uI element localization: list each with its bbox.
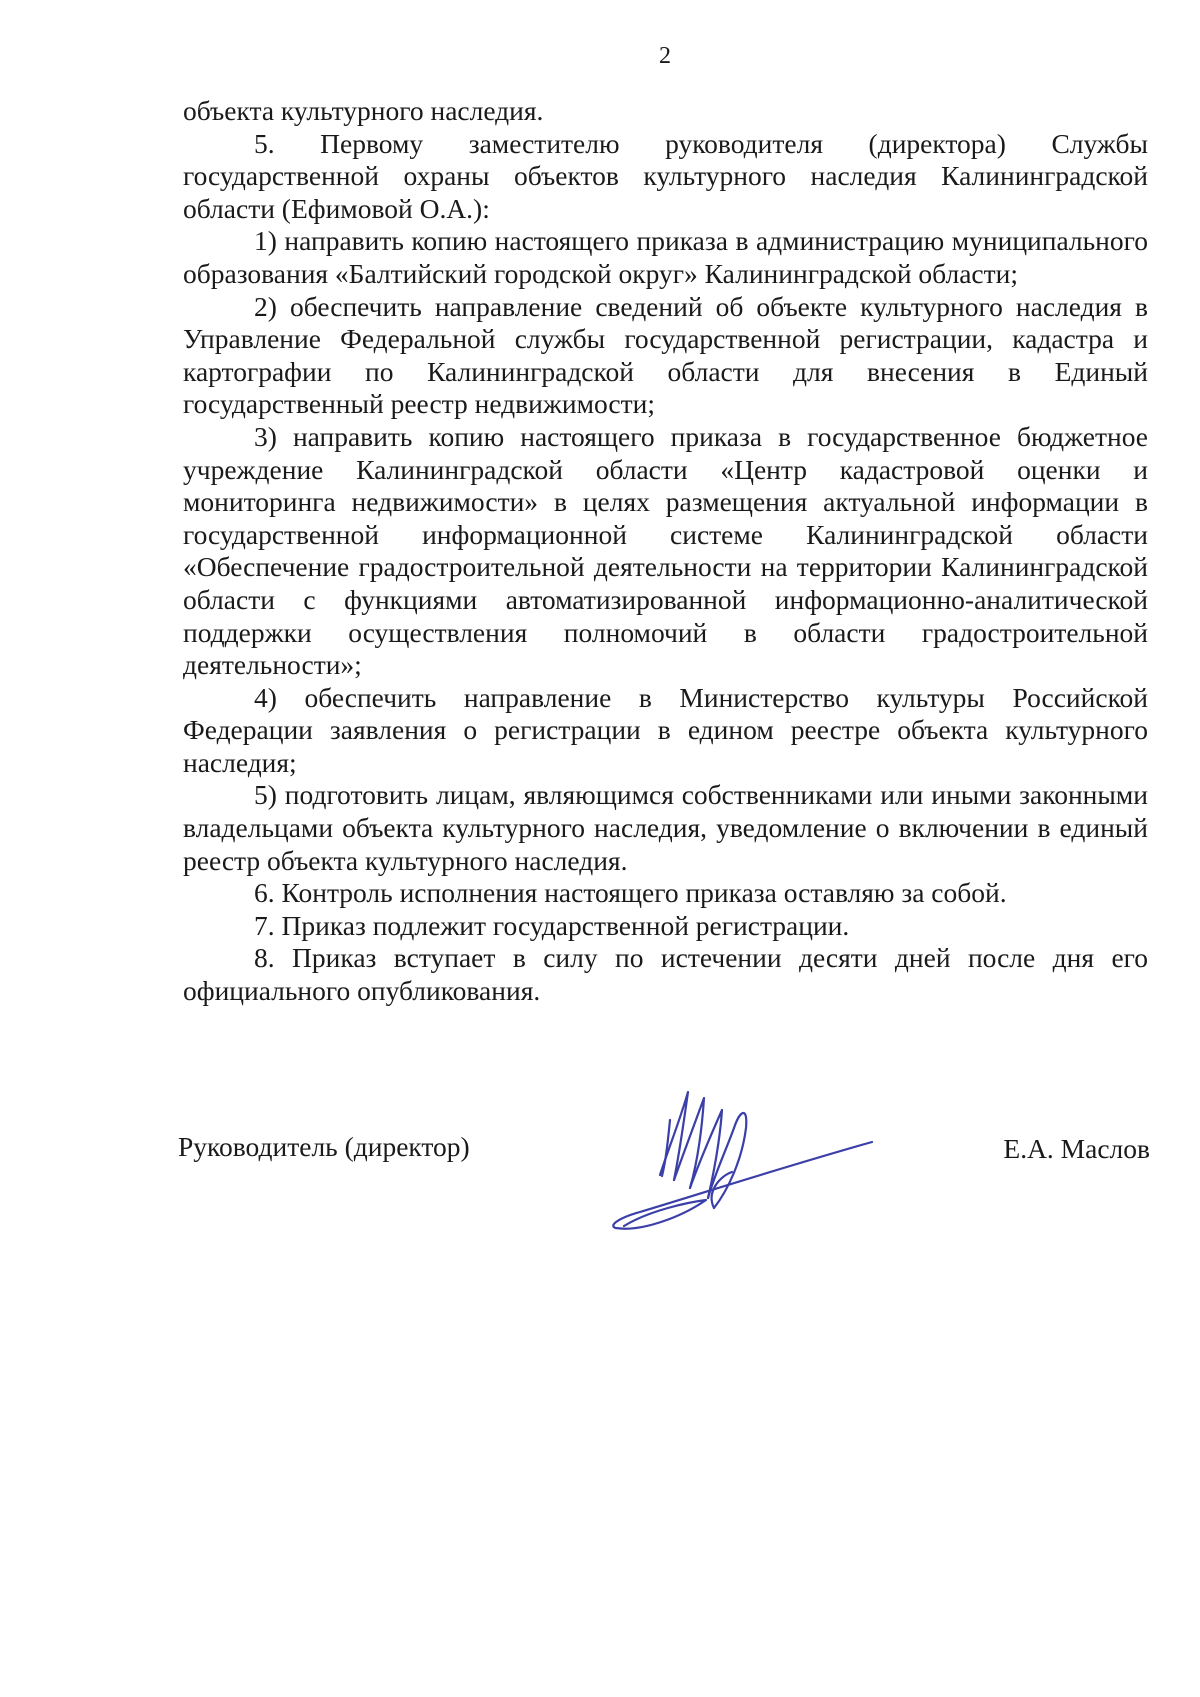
paragraph-subitem-4: 4) обеспечить направление в Министерство культуры Российской Федерации заявления о регистрации в едином реестре объекта культурного наследия; bbox=[183, 681, 1148, 778]
paragraph-item-8: 8. Приказ вступает в силу по истечении десяти дней после дня его официального опубликования. bbox=[183, 942, 1148, 1007]
paragraph-continuation: объекта культурного наследия. bbox=[183, 95, 544, 126]
paragraph-subitem-5: 5) подготовить лицам, являющимся собственниками или иными законными владельцами объекта культурного наследия, уведомление о включении в единый реестр объекта культурного наследия. bbox=[183, 779, 1148, 876]
handwritten-signature-icon bbox=[610, 1080, 880, 1240]
paragraph-subitem-2: 2) обеспечить направление сведений об объекте культурного наследия в Управление Федеральной службы государственной регистрации, кадастра и картографии по Калининградской области для внесения в Единый государственный реестр недвижимости; bbox=[183, 290, 1148, 420]
paragraph-subitem-3: 3) направить копию настоящего приказа в государственное бюджетное учреждение Калининградской области «Центр кадастровой оценки и мониторинга недвижимости» в целях размещения актуальной информации в государственной информационной системе Калининградской области «Обеспечение градостроительной деятельности на территории Калининградской области с функциями автоматизированной информационно-аналитической поддержки осуществления полномочий в области градостроительной деятельности»; bbox=[183, 420, 1148, 681]
paragraph-subitem-1: 1) направить копию настоящего приказа в администрацию муниципального образования «Балтийский городской округ» Калининградской области; bbox=[183, 225, 1148, 289]
page-number: 2 bbox=[659, 43, 671, 69]
paragraph-item-6: 6. Контроль исполнения настоящего приказа оставляю за собой. bbox=[254, 877, 1007, 909]
paragraph-item-5: 5. Первому заместителю руководителя (директора) Службы государственной охраны объектов культурного наследия Калининградской области (Ефимовой О.А.): bbox=[183, 127, 1148, 224]
signatory-title: Руководитель (директор) bbox=[178, 1131, 470, 1162]
document-body bbox=[183, 95, 1148, 1008]
paragraph-item-7: 7. Приказ подлежит государственной регистрации. bbox=[254, 909, 850, 941]
signatory-name: Е.А. Маслов bbox=[1003, 1133, 1150, 1164]
